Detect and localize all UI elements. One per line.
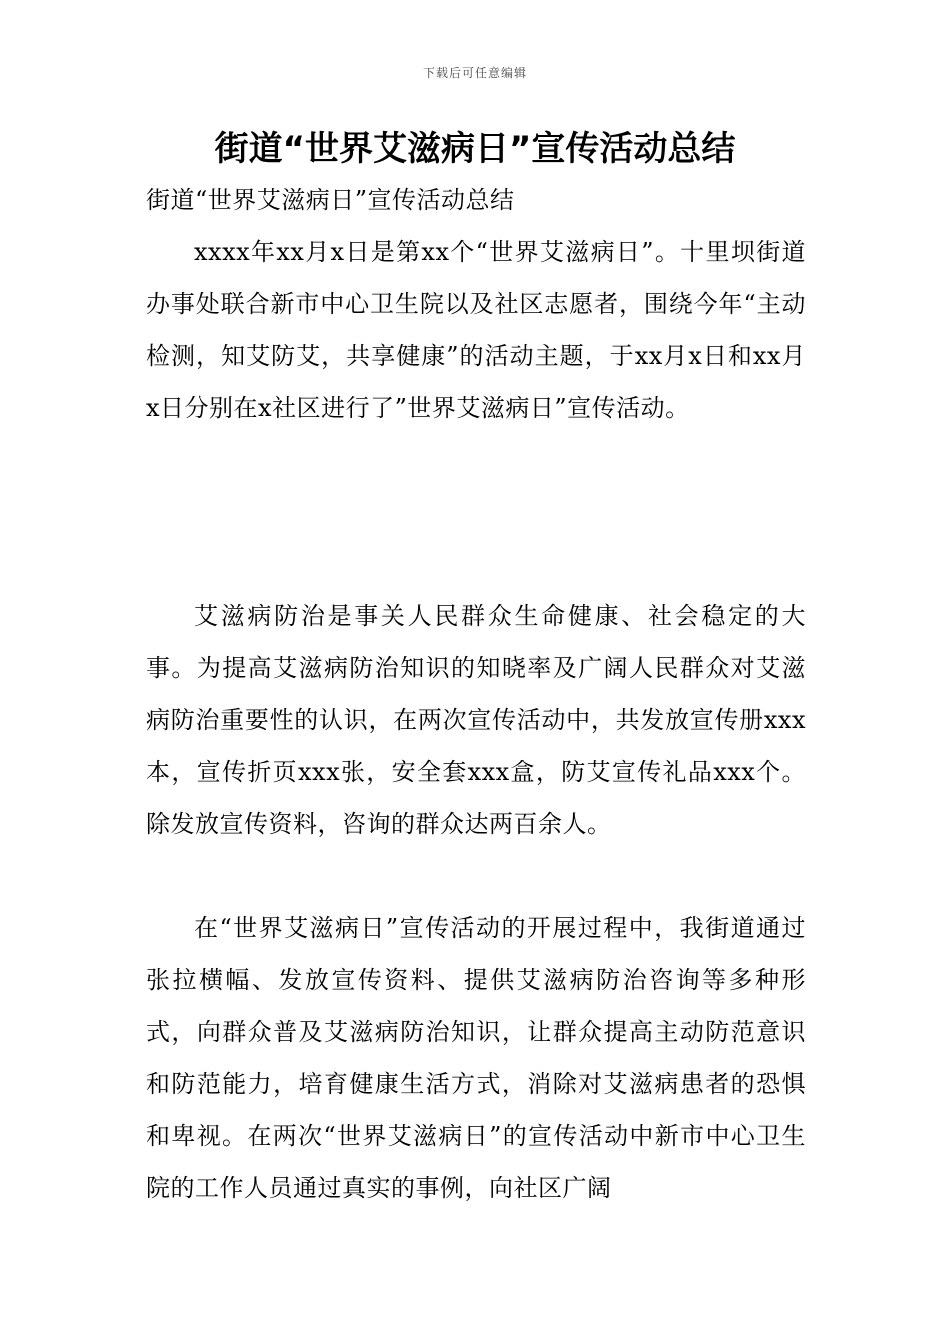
paragraph-gap [146,434,806,590]
paragraph-2: 艾滋病防治是事关人民群众生命健康、社会稳定的大事。为提高艾滋病防治知识的知晓率及广阔人民群众对艾滋病防治重要性的认识，在两次宣传活动中，共发放宣传册xxx本，宣传折页xxx张，安全套xxx盒，防艾宣传礼品xxx个。除发放宣传资料，咨询的群众达两百余人。 [146,602,806,838]
paragraph-1: xxxx年xx月x日是第xx个“世界艾滋病日”。十里坝街道办事处联合新市中心卫生院以及社区志愿者，围绕今年“主动检测，知艾防艾，共享健康”的活动主题，于xx月x日和xx月x日分别在x社区进行了”世界艾滋病日”宣传活动。 [146,238,806,422]
paragraph-gap [146,850,806,902]
document-title: 街道“世界艾滋病日”宣传活动总结 [214,129,736,169]
document-subtitle: 街道“世界艾滋病日”宣传活动总结 [146,186,515,214]
document-body [146,174,806,1214]
header-note: 下载后可任意编辑 [422,66,527,80]
paragraph-3: 在“世界艾滋病日”宣传活动的开展过程中，我街道通过张拉横幅、发放宣传资料、提供艾滋病防治咨询等多种形式，向群众普及艾滋病防治知识，让群众提高主动防范意识和防范能力，培育健康生活方式，消除对艾滋病患者的恐惧和卑视。在两次“世界艾滋病日”的宣传活动中新市中心卫生院的工作人员通过真实的事例，向社区广阔 [146,914,806,1202]
